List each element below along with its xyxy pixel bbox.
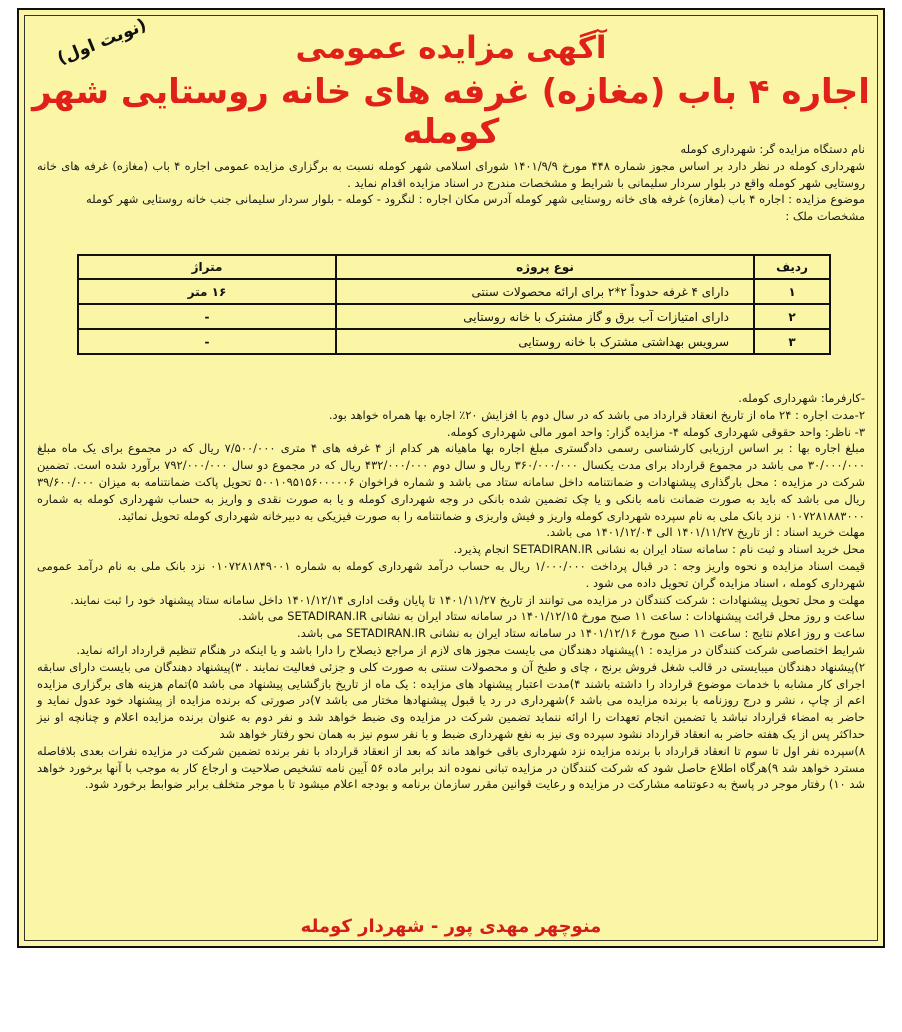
special-conditions-line: شرایط اختصاصی شرکت کنندگان در مزایده : ۱)پیشنهاد دهندگان می بایست مجوز های لازم از مراجع ذیصلاح را دارا باشد و یا اینکه در هنگام تنظیم قرارداد ارائه نماید.: [76, 642, 865, 657]
property-specs-label: مشخصات ملک :: [785, 209, 865, 224]
header-project-type: نوع پروژه: [336, 255, 754, 279]
cell-row-number: ۲: [754, 304, 830, 329]
cell-description: دارای ۴ غرفه حدوداً ۲*۲ برای ارائه محصولات سنتی: [336, 279, 754, 304]
rent-amount-paragraph: مبلغ اجاره بها : بر اساس ارزیابی کارشناسی رسمی دادگستری مبلغ اجاره بها ماهیانه هر کدام از ۴ غرفه های ۴ متری ۷/۵۰۰/۰۰۰ ریال که در مجموع برای یک ماه مبلغ ۳۰/۰۰۰/۰۰۰ می باشد در مجموع قرارداد برای مدت یکسال ۳۶۰/۰۰۰/۰۰۰ ریال و سال دوم ۴۳۲/۰۰۰/۰۰۰ ریال که در مجموع دو سال ۷۹۲/۰۰۰/۰۰۰ برآورد شده است. تضمین شرکت در مزایده : محل بارگذاری پیشنهادات و ضمانتنامه داخل سامانه ستاد می باشد و شماره فراخوان ۵۰۰۱۰۹۵۱۵۶۰۰۰۰۰۶ تحویل پاکت ضمانتنامه به میزان ۳۹/۶۰۰/۰۰۰ ریال می باشد که باید به صورت ضمانت نامه بانکی و یا چک تضمین شده بانکی در وجه شهرداری کومله و یا به صورت نقدی و واریز به حساب شهرداری کومله به شماره ۰۱۰۷۲۸۱۸۸۳۰۰۰ نزد بانک ملی به نام سپرده شهرداری کومله واریز و فیش واریزی و ضمانتنامه را به صورت فیزیکی به دبیرخانه شهرداری کومله تحویل نمائید.: [37, 441, 865, 523]
intro-section: [37, 141, 865, 225]
notice-frame: [17, 8, 885, 948]
purchase-location-line: محل خرید اسناد و ثبت نام : سامانه ستاد ایران به نشانی SETADIRAN.IR انجام پذیرد.: [453, 542, 865, 557]
cell-area: ۱۶ متر: [78, 279, 336, 304]
table-header-row: [78, 255, 830, 279]
notice-subtitle: اجاره ۴ باب (مغازه) غرفه های خانه روستایی شهر کومله: [32, 72, 870, 152]
cell-row-number: ۳: [754, 329, 830, 354]
opening-time-line: ساعت و روز محل قرائت پیشنهادات : ساعت ۱۱ صبح مورخ ۱۴۰۱/۱۲/۱۵ در سامانه ستاد ایران به نشانی SETADIRAN.IR می باشد.: [238, 609, 865, 624]
cell-area: -: [78, 304, 336, 329]
round-label: (نوبت اول): [54, 15, 150, 69]
subject-line: موضوع مزایده : اجاره ۴ باب (مغازه) غرفه های خانه روستایی شهر کومله آدرس مکان اجاره : لنگرود - کومله - بلوار سردار سلیمانی جنب خانه روستایی شهر کومله: [85, 192, 865, 207]
document-deadline-line: مهلت خرید اسناد : از تاریخ ۱۴۰۱/۱۱/۲۷ الی ۱۴۰۱/۱۲/۰۴ می باشد.: [546, 525, 865, 540]
property-table: [77, 254, 831, 355]
submission-deadline-line: مهلت و محل تحویل پیشنهادات : شرکت کنندگان در مزایده می توانند از تاریخ ۱۴۰۱/۱۱/۲۷ تا پایان وقت اداری ۱۴۰۱/۱۲/۱۴ داخل سامانه ستاد پیشنهاد خود را ثبت نمایند.: [70, 592, 865, 607]
table-row: [78, 329, 830, 354]
table-row: [78, 279, 830, 304]
lease-duration-line: ۲-مدت اجاره : ۲۴ ماه از تاریخ انعقاد قرارداد می باشد که در سال دوم با افزایش ۲۰٪ اجاره بها همراه خواهد بود.: [328, 407, 865, 422]
deposit-paragraph: ۸)سپرده نفر اول تا سوم تا انعقاد قرارداد با برنده مزایده نزد شهرداری باقی خواهد ماند که بعد از انعقاد قرارداد با نفر برنده تضمین شرکت در مزایده نفرات بعدی بلافاصله مسترد خواهد شد ۹)هرگاه اطلاع حاصل شود که شرکت کنندگان در مزایده تبانی نموده اند برابر ماده ۵۶ آیین نامه تشخیص صلاحیت و ارجاع کار به موجب با آنها برخورد خواهد شد ۱۰) رفتار موجر در پاسخ به دعوتنامه مشارکت در مزایده و رعایت قوانین مقرر سازمان برنامه و بودجه اعلام میشود تا با موجر متخلف برابر ضوابط برخورد شود.: [37, 743, 865, 792]
conditions-paragraph: ۲)پیشنهاد دهندگان میبایستی در قالب شغل فروش برنج ، چای و طبخ آن و محصولات سنتی به صورت کلی و جزئی فعالیت نمایند . ۳)پیشنهاد دهندگان می بایست دارای سابقه اجرای کار مشابه با خدمات موضوع قرارداد را داشته باشند ۴)مدت اعتبار پیشنهاد های مزایده : یک ماه از تاریخ بازگشایی پیشنهاد می باشد ۵)تمام هزینه های برگزاری مزایده اعم از چاپ ، نشر و درج روزنامه با برنده مزایده می باشد ۶)شهرداری در رد یا قبول پیشنهادها مختار می باشد ۷)در صورتی که برنده مزایده از پیشنهاد خود عدول نماید و حاضر به امضاء قرارداد نباشد یا تضمین انجام تعهدات را ارائه ننماید تضمین شرکت در مزایده وی ضبط خواهد شد و نفر دوم به عنوان برنده مزایده اعلام و چنانچه او نیز حداکثر پس از یک هفته حاضر به انعقاد قرارداد نشود سپرده وی نیز به نفع شهرداری ضبط و با نفر سوم نیز به همان نحو رفتار خواهد شد: [37, 659, 866, 741]
terms-section: [37, 390, 865, 793]
table-row: [78, 304, 830, 329]
cell-row-number: ۱: [754, 279, 830, 304]
cell-area: -: [78, 329, 336, 354]
header-row-number: ردیف: [754, 255, 830, 279]
intro-paragraph: شهرداری کومله در نظر دارد بر اساس مجوز شماره ۴۴۸ مورخ ۱۴۰۱/۹/۹ شورای اسلامی شهر کومله نسبت به برگزاری مزایده عمومی اجاره ۴ باب (مغازه) غرفه های خانه روستایی شهر کومله واقع در بلوار سردار سلیمانی با شرایط و مشخصات مندرج در اسناد مزایده اقدام نماید .: [37, 158, 865, 190]
organizer-line: نام دستگاه مزایده گر: شهرداری کومله: [680, 142, 865, 156]
cell-description: سرویس بهداشتی مشترک با خانه روستایی: [336, 329, 754, 354]
mayor-signature: منوچهر مهدی پور - شهردار کومله: [300, 916, 602, 937]
header-area: متراژ: [78, 255, 336, 279]
cell-description: دارای امتیازات آب برق و گاز مشترک با خانه روستایی: [336, 304, 754, 329]
results-time-line: ساعت و روز اعلام نتایج : ساعت ۱۱ صبح مورخ ۱۴۰۱/۱۲/۱۶ در سامانه ستاد ایران به نشانی SETADIRAN.IR می باشد.: [297, 626, 865, 641]
document-price-paragraph: قیمت اسناد مزایده و نحوه واریز وجه : در قبال پرداخت ۱/۰۰۰/۰۰۰ ریال به حساب درآمد شهرداری کومله به شماره ۰۱۰۷۲۸۱۸۴۹۰۰۱ نزد بانک ملی به نام درآمد عمومی شهرداری کومله ، اسناد مزایده گران تحویل داده می شود .: [37, 558, 866, 590]
supervisor-line: ۳- ناظر: واحد حقوقی شهرداری کومله ۴- مزایده گزار: واحد امور مالی شهرداری کومله.: [446, 424, 865, 439]
employer-line: -کارفرما: شهرداری کومله.: [738, 391, 865, 405]
notice-title: آگهی مزایده عمومی: [295, 30, 607, 66]
